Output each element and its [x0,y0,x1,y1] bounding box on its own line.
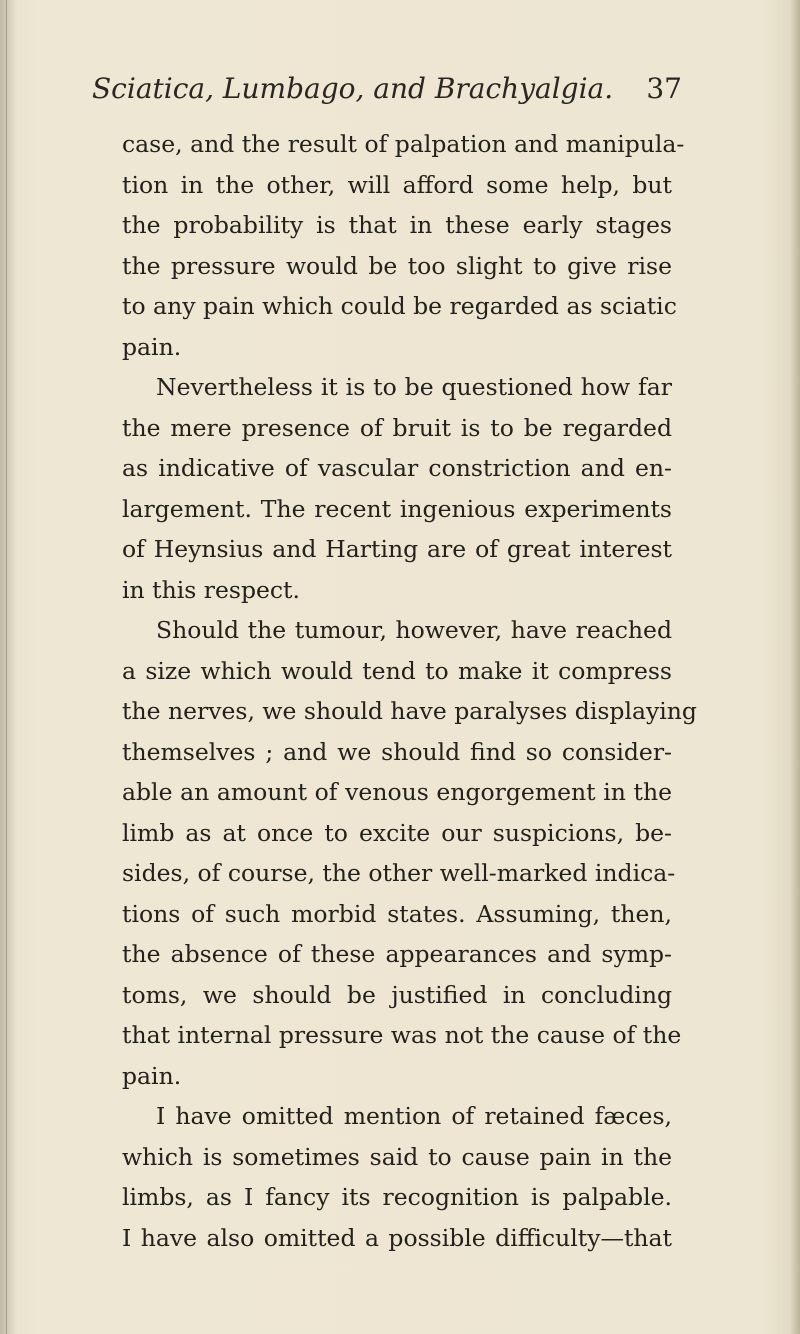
text-line: the nerves, we should have paralyses displaying [122,697,697,725]
text-line: Should the tumour, however, have reached [156,616,672,644]
text-line: in this respect. [122,575,300,604]
text-line: limb as at once to excite our suspicions, be- [122,818,672,847]
text-line: sides, of course, the other well-marked indica- [122,859,676,887]
text-line: the mere presence of bruit is to be regarded [122,413,672,442]
text-line: able an amount of venous engorgement in the [122,778,672,806]
text-line: which is sometimes said to cause pain in the [122,1142,672,1171]
body-text [122,124,697,1258]
spine-edge [6,0,7,1334]
text-line: the pressure would be too slight to give rise [122,251,672,280]
text-line: tions of such morbid states. Assuming, then, [122,899,672,928]
text-line: themselves ; and we should find so consider- [122,737,672,766]
gutter-shadow [0,0,16,1334]
text-line: a size which would tend to make it compress [122,656,672,685]
text-line: that internal pressure was not the cause of the [122,1021,682,1049]
page-edge [790,0,800,1334]
text-line: largement. The recent ingenious experiments [122,494,672,523]
text-line: limbs, as I fancy its recognition is palpable. [122,1183,672,1211]
text-line: Nevertheless it is to be questioned how far [156,373,672,401]
running-head [92,72,682,116]
page-number: 37 [646,72,682,105]
text-line: pain. [122,1061,182,1090]
text-line: of Heynsius and Harting are of great interest [122,535,672,563]
text-line: as indicative of vascular constriction and en- [122,454,672,482]
text-line: toms, we should be justified in concluding [122,980,672,1009]
text-line: I have omitted mention of retained fæces, [156,1102,672,1130]
text-line: the absence of these appearances and symp- [122,940,672,968]
running-head-title: Sciatica, Lumbago, and Brachyalgia. [92,72,614,105]
text-line: case, and the result of palpation and manipula- [122,130,685,158]
text-line: tion in the other, will afford some help, but [122,170,672,199]
text-line: the probability is that in these early stages [122,211,672,239]
text-line: to any pain which could be regarded as sciatic [122,292,677,320]
text-line: I have also omitted a possible difficulty—that [122,1223,672,1252]
text-line: pain. [122,332,182,361]
